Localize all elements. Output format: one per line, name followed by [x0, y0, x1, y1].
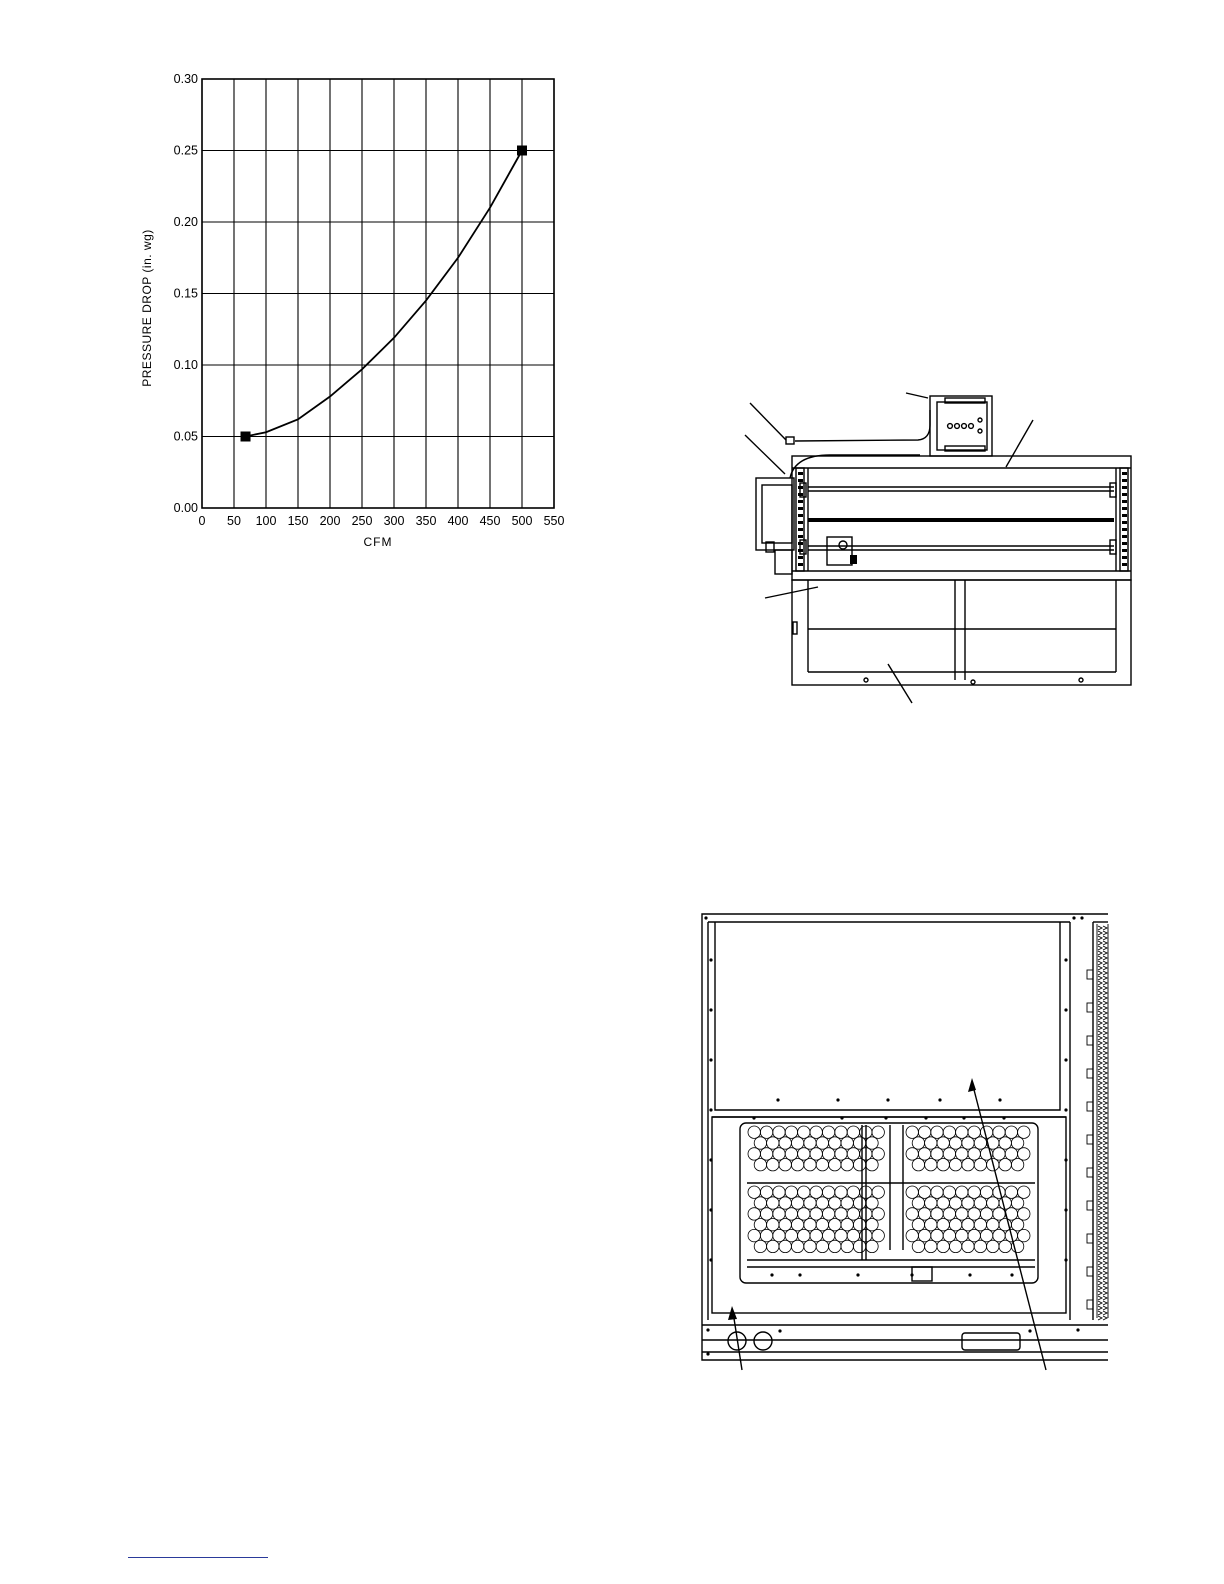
x-tick-label: 450 — [479, 514, 501, 528]
actuator-bracket — [827, 537, 852, 565]
y-tick-labels — [174, 72, 198, 515]
data-point-marker — [517, 146, 527, 156]
y-tick-label: 0.10 — [173, 358, 198, 372]
sensor — [786, 437, 794, 444]
y-tick-label: 0.25 — [173, 143, 198, 158]
x-tick-label: 350 — [415, 514, 437, 528]
y-tick-label: 0.30 — [173, 72, 198, 86]
y-tick-label: 0.00 — [173, 501, 198, 515]
leader-arrows — [745, 393, 1033, 703]
filter-opening — [740, 1123, 1038, 1283]
footnote-rule — [128, 1557, 268, 1558]
x-tick-label: 500 — [511, 514, 533, 528]
controller-module — [930, 396, 992, 456]
hood-top-panel — [715, 922, 1060, 1110]
x-tick-label: 400 — [447, 514, 469, 528]
hood-panel — [792, 580, 1131, 685]
sensor-wire — [795, 410, 930, 441]
condenser-coil — [1087, 924, 1108, 1320]
x-tick-label: 200 — [319, 514, 341, 528]
actuator-wire — [790, 455, 920, 478]
leader-arrow-hood — [972, 1082, 1046, 1370]
x-tick-label: 550 — [543, 514, 565, 528]
unit-filter-diagram — [695, 905, 1115, 1385]
x-tick-label: 150 — [287, 514, 309, 528]
x-axis-label: CFM — [363, 535, 393, 549]
damper-motor — [756, 478, 794, 574]
x-tick-labels — [199, 514, 565, 528]
damper-assembly-diagram — [730, 385, 1150, 710]
leader-arrow-panel — [733, 1312, 742, 1370]
data-point-marker — [241, 432, 251, 442]
x-tick-label: 50 — [227, 514, 241, 528]
y-tick-label: 0.15 — [173, 286, 198, 301]
x-tick-label: 100 — [255, 514, 277, 528]
pressure-drop-chart — [130, 60, 590, 560]
y-axis-label: PRESSURE DROP (in. wg) — [140, 229, 154, 387]
y-tick-label: 0.05 — [173, 429, 198, 444]
y-tick-label: 0.20 — [173, 215, 198, 229]
chart-grid — [202, 79, 554, 508]
x-tick-label: 300 — [383, 514, 405, 528]
x-tick-label: 0 — [198, 514, 206, 528]
x-tick-label: 250 — [351, 514, 373, 528]
